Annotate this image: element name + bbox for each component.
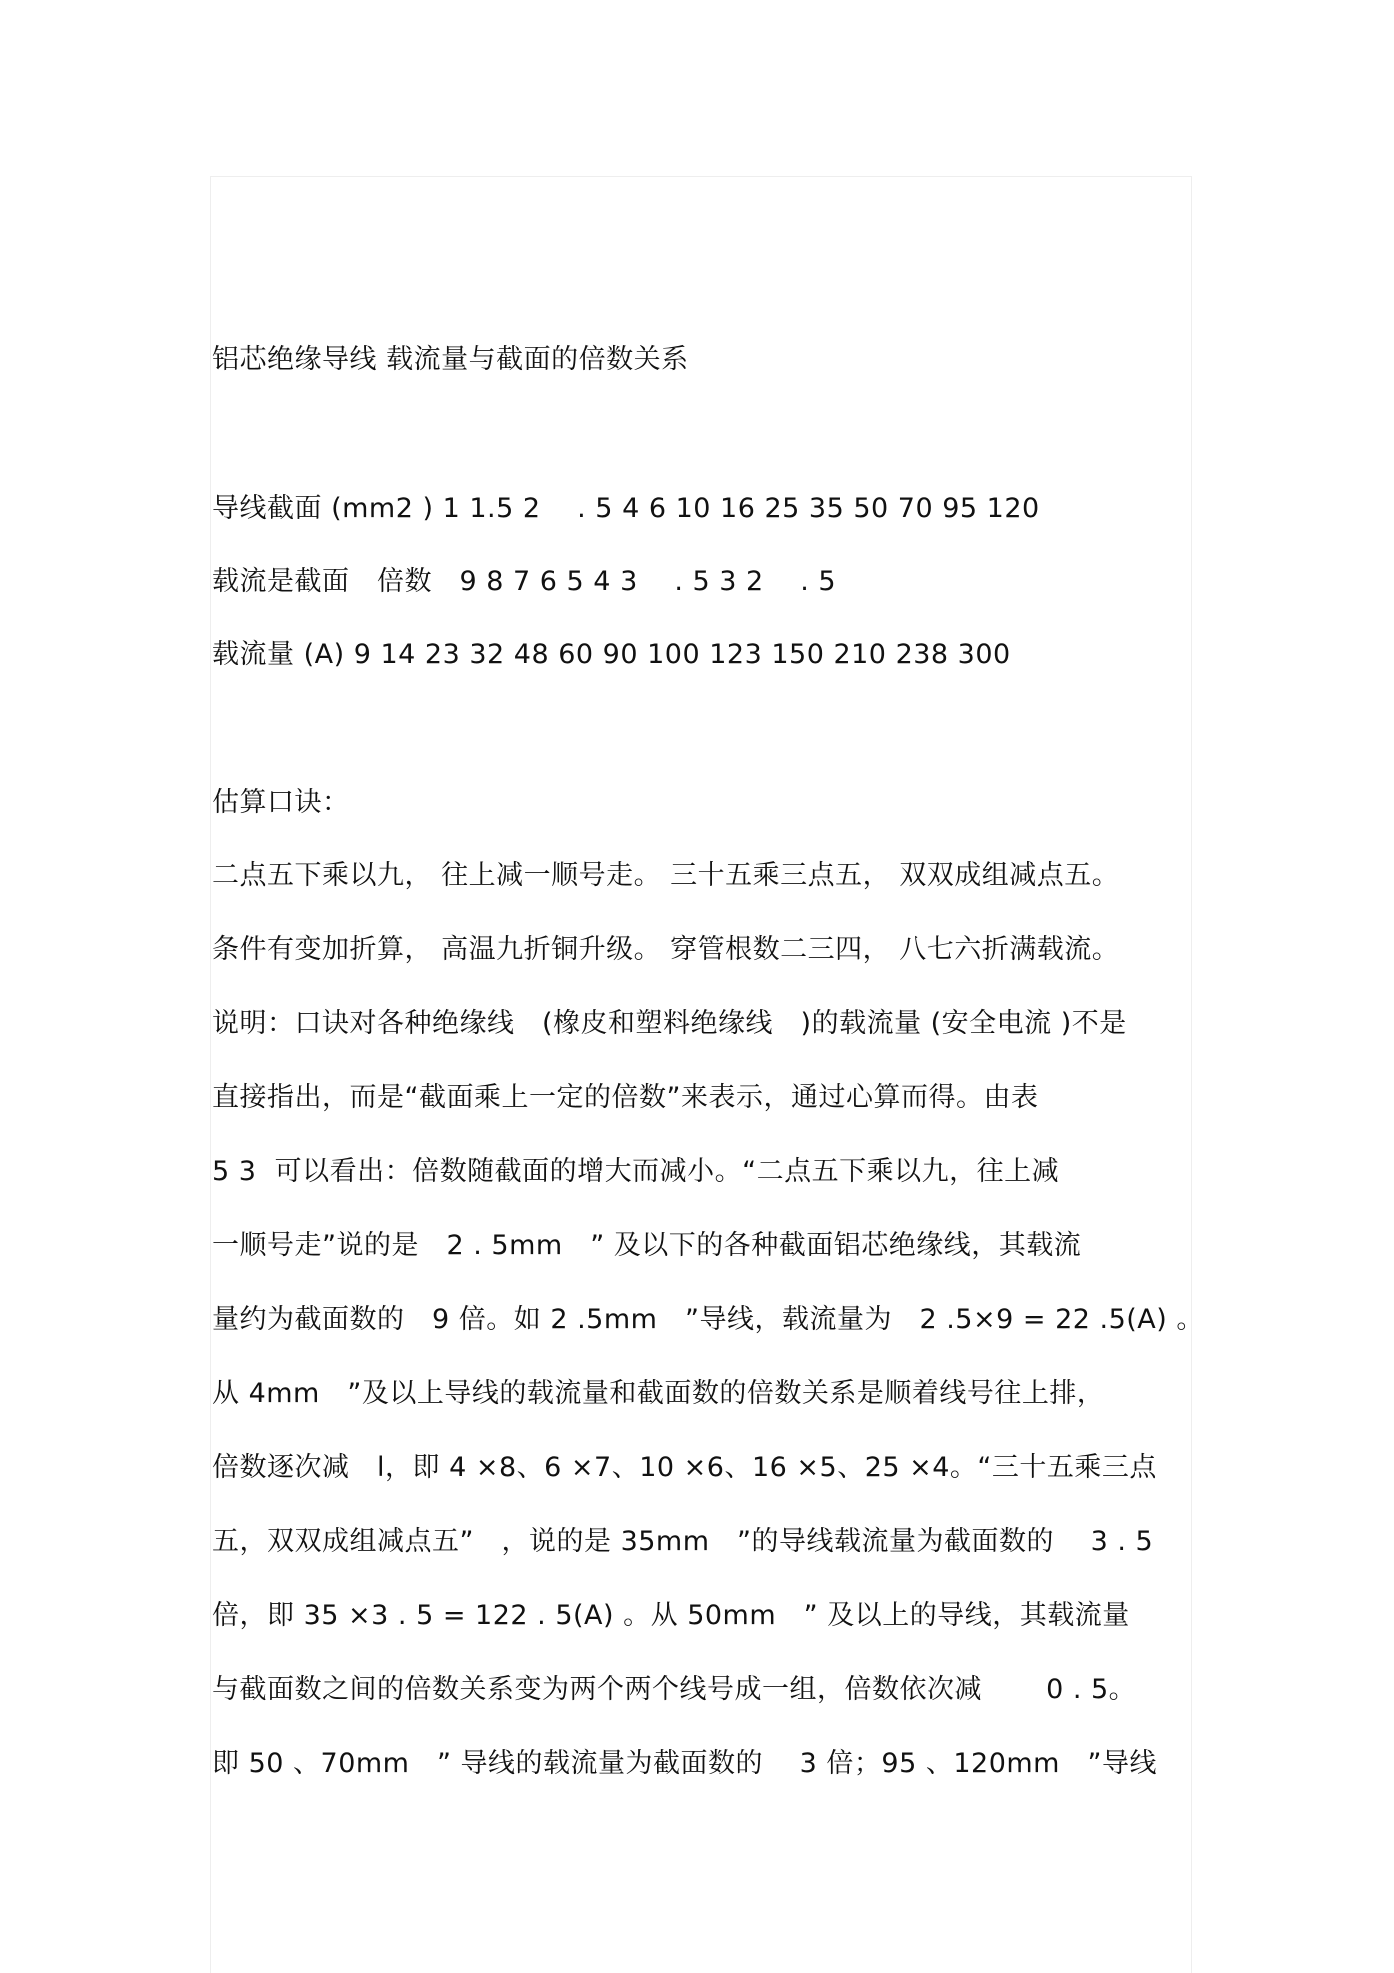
explanation-line: 从 4mm ”及以上导线的载流量和截面数的倍数关系是顺着线号往上排，: [212, 1378, 1105, 1409]
explanation-line: 倍数逐次减 l，即 4 ×8、6 ×7、10 ×6、16 ×5、25 ×4。“三十五乘三点: [212, 1452, 1157, 1483]
table-row-multiplier: 载流是截面 倍数 9 8 7 6 5 4 3 . 5 3 2 . 5: [212, 566, 837, 597]
formula-line: 条件有变加折算， 高温九折铜升级。 穿管根数二三四， 八七六折满载流。: [212, 934, 1120, 965]
table-row-current: 载流量 (A) 9 14 23 32 48 60 90 100 123 150 210 238 300: [212, 639, 1011, 670]
formula-line: 二点五下乘以九， 往上减一顺号走。 三十五乘三点五， 双双成组减点五。: [212, 860, 1120, 891]
formula-heading: 估算口诀：: [212, 787, 350, 818]
explanation-line: 直接指出，而是“截面乘上一定的倍数”来表示，通过心算而得。由表: [212, 1082, 1039, 1113]
explanation-line: 量约为截面数的 9 倍。如 2 .5mm ”导线，载流量为 2 .5×9 = 22 .5(A) 。: [212, 1304, 1204, 1335]
explanation-line: 倍，即 35 ×3 . 5 = 122 . 5(A) 。从 50mm ” 及以上的导线，其载流量: [212, 1600, 1130, 1631]
explanation-line: 即 50 、70mm ” 导线的载流量为截面数的 3 倍；95 、120mm ”导线: [212, 1748, 1157, 1779]
explanation-line: 说明：口诀对各种绝缘线 (橡皮和塑料绝缘线 )的载流量 (安全电流 )不是: [212, 1008, 1127, 1039]
explanation-line: 五，双双成组减点五” ，说的是 35mm ”的导线载流量为截面数的 3 . 5: [212, 1526, 1154, 1557]
table-row-section: 导线截面 (mm2 ) 1 1.5 2 . 5 4 6 10 16 25 35 50 70 95 120: [212, 493, 1040, 524]
explanation-line: 5 3 可以看出：倍数随截面的增大而减小。“二点五下乘以九，往上减: [212, 1156, 1060, 1187]
explanation-line: 一顺号走”说的是 2 . 5mm ” 及以下的各种截面铝芯绝缘线，其载流: [212, 1230, 1082, 1261]
document-title: 铝芯绝缘导线 载流量与截面的倍数关系: [212, 344, 689, 375]
explanation-line: 与截面数之间的倍数关系变为两个两个线号成一组，倍数依次减 0 . 5。: [212, 1674, 1137, 1705]
